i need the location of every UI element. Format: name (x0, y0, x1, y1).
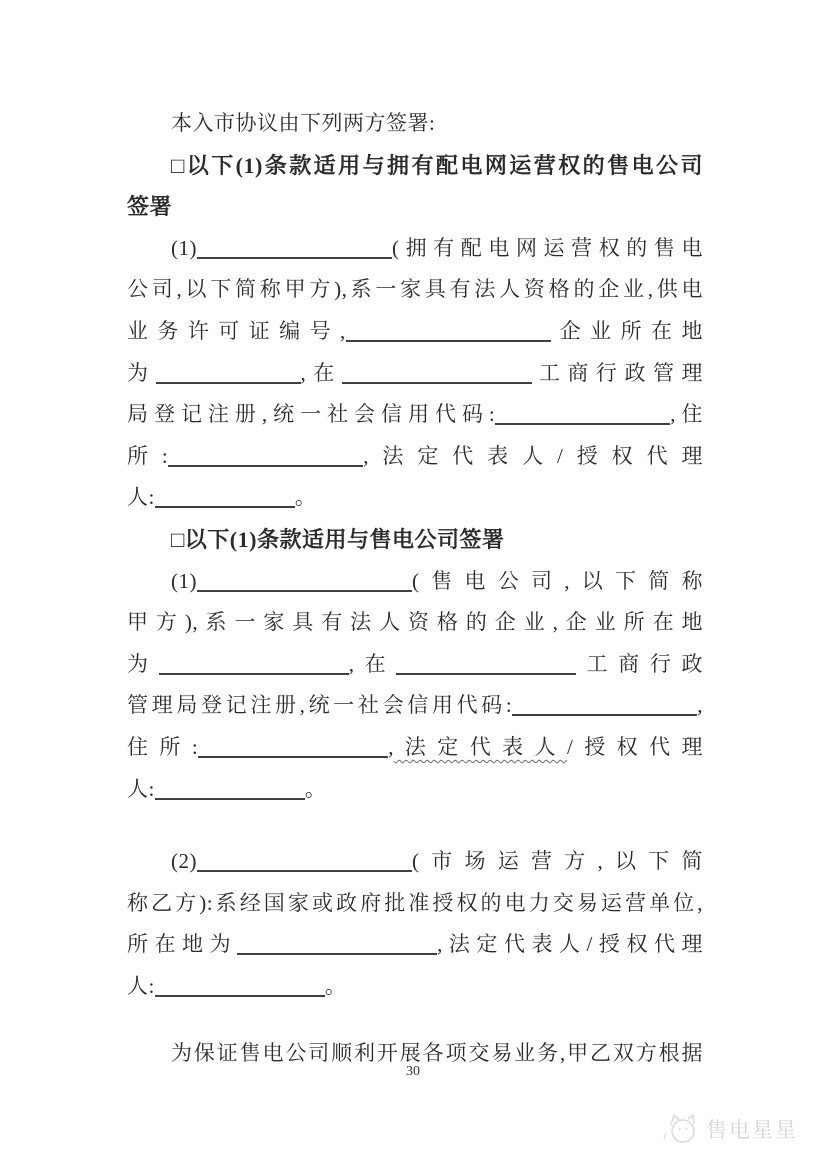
fill-in-blank (237, 951, 437, 955)
doc-line (127, 353, 703, 395)
doc-line (127, 269, 703, 311)
doc-line (127, 841, 703, 883)
text-run: , (388, 734, 394, 759)
doc-line (127, 311, 703, 353)
fill-in-blank (512, 712, 697, 716)
text-run: 签署 (127, 194, 173, 220)
text-run: □以下(1)条款适用与拥有配电网运营权的售电公司 (171, 152, 703, 178)
text-run: 公司,以下简称甲方),系一家具有法人资格的企业,供电 (127, 277, 703, 302)
text-run: 。 (324, 973, 347, 998)
text-run: /授权代理 (566, 734, 703, 759)
text-run: (1) (171, 235, 197, 260)
doc-line (127, 685, 703, 727)
doc-line (127, 519, 703, 561)
text-run: 法定代表人 (393, 734, 567, 759)
doc-line (127, 103, 703, 145)
text-run: 管理局登记注册,统一社会信用代码: (127, 693, 513, 718)
text-run: 人: (127, 776, 155, 801)
text-run: □以下(1)条款适用与售电公司签署 (171, 526, 505, 552)
doc-line (127, 727, 703, 769)
text-run: 称乙方):系经国家或政府批准授权的电力交易运营单位, (127, 890, 703, 915)
fill-in-blank (197, 255, 392, 259)
fill-in-blank (155, 796, 305, 800)
text-run: ,在 (348, 651, 397, 676)
fill-in-blank (342, 380, 532, 384)
doc-line (127, 602, 703, 644)
text-run: 工商行政管理 (531, 360, 704, 385)
text-run: (拥有配电网运营权的售电 (392, 235, 703, 260)
text-run: (市场运营方,以下简 (412, 849, 703, 874)
fill-in-blank (197, 868, 412, 872)
text-run: (售电公司,以下简称 (412, 568, 703, 593)
fill-in-blank (346, 338, 551, 342)
text-run: 住所: (127, 734, 199, 759)
watermark-text: 售电星星 (706, 1119, 798, 1142)
document-body (127, 103, 703, 1075)
doc-line (127, 769, 703, 811)
doc-line (127, 924, 703, 966)
text-run: 所: (127, 443, 169, 468)
text-run: ,法定代表人/授权代理 (363, 443, 703, 468)
text-run: 人: (127, 973, 155, 998)
doc-line (127, 644, 703, 686)
text-run: (1) (171, 568, 197, 593)
text-run: 所在地为 (127, 932, 238, 957)
text-run: 本入市协议由下列两方签署: (171, 111, 436, 135)
fill-in-blank (159, 671, 349, 675)
text-run: (2) (171, 849, 197, 874)
fill-in-blank (197, 588, 412, 592)
doc-line (127, 145, 703, 187)
doc-line (127, 966, 703, 1008)
fill-in-blank (155, 504, 295, 508)
text-run: 企业所在地 (550, 318, 703, 343)
fill-in-blank (168, 463, 363, 467)
doc-line (127, 436, 703, 478)
text-run: 局登记注册,统一社会信用代码: (127, 402, 496, 427)
page-number: 30 (406, 1064, 420, 1079)
text-run: 为保证售电公司顺利开展各项交易业务,甲乙双方根据 (171, 1041, 703, 1066)
doc-line (127, 186, 703, 228)
fill-in-blank (198, 754, 388, 758)
fill-in-blank (155, 993, 325, 997)
watermark (661, 1111, 798, 1147)
text-run: 人: (127, 485, 155, 510)
doc-line (127, 477, 703, 519)
text-run: 业务许可证编号, (127, 318, 346, 343)
cat-logo-icon (661, 1111, 701, 1147)
doc-line (127, 228, 703, 270)
text-run: 为 (127, 360, 156, 385)
fill-in-blank (495, 421, 670, 425)
text-run: ,法定代表人/授权代理 (437, 932, 703, 957)
text-run: , (697, 693, 703, 718)
text-run: ,在 (300, 360, 342, 385)
text-run: 甲方),系一家具有法人资格的企业,企业所在地 (127, 610, 703, 635)
text-run: 。 (304, 776, 327, 801)
text-run: ,住 (670, 402, 703, 427)
doc-line (127, 561, 703, 603)
doc-line (127, 883, 703, 925)
doc-line (127, 394, 703, 436)
fill-in-blank (156, 380, 301, 384)
fill-in-blank (396, 671, 576, 675)
text-run: 。 (294, 485, 317, 510)
text-run: 工商行政 (576, 651, 704, 676)
text-run: 为 (127, 651, 159, 676)
